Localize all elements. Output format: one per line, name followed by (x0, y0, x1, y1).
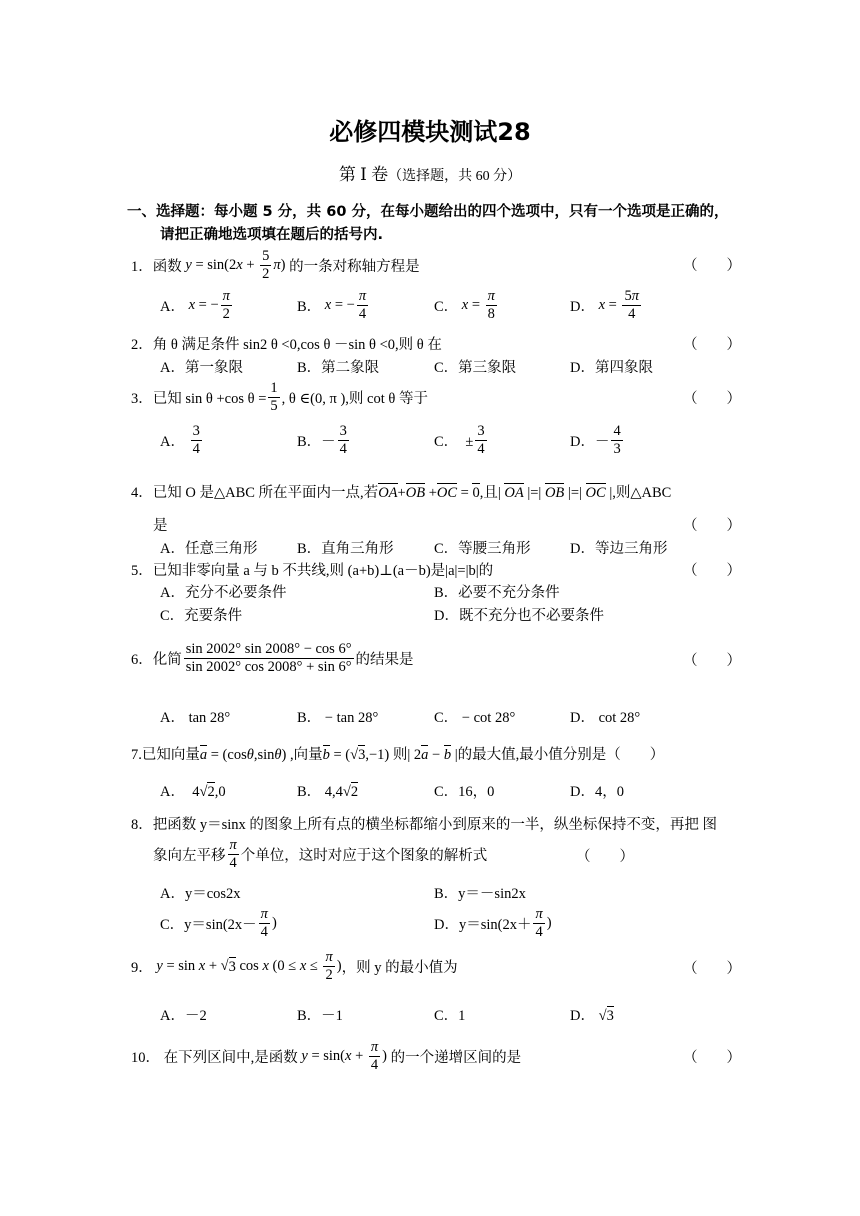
q9-option-c: C．1 (434, 1008, 466, 1024)
page-title: 必修四模块测试28 (329, 118, 531, 146)
question-4-stem-line2: 是 (153, 518, 168, 534)
answer-paren-3[interactable]: （ ） (683, 391, 741, 407)
q5-option-a: A．充分不必要条件 (160, 585, 287, 601)
question-5-stem: 5．已知非零向量 a 与 b 不共线,则 (a+b)⊥(a－b)是|a|=|b|的 (131, 563, 494, 579)
q5-option-d: D．既不充分也不必要条件 (434, 608, 604, 624)
q3-option-d: D．－ $\frac{4}{3}$ (570, 423, 621, 457)
q7-option-c: C．16，0 (434, 784, 495, 800)
answer-paren-8[interactable]: （ ） (576, 849, 634, 865)
answer-paren-10[interactable]: （ ） (683, 1050, 741, 1066)
q2-option-b: B．第二象限 (297, 360, 380, 376)
q6-option-c: C． − cot 28° (434, 710, 516, 726)
section-heading-line2: 请把正确地选项填在题后的括号内. (160, 227, 384, 243)
q4-option-d: D．等边三角形 (570, 541, 668, 557)
answer-paren-5[interactable]: （ ） (683, 563, 741, 579)
question-7-stem: 7.已知向量a = (cosθ,sinθ) ,向量b = (√3,−1) 则| 2a − b |的最大值,最小值分别是（ ） (131, 747, 665, 763)
q7-option-d: D．4，0 (570, 784, 624, 800)
question-8-stem-line2: 象向左平移 $\frac{\pi}{4}$ 个单位，这时对应于这个图象的解析式 (153, 836, 488, 871)
q5-option-c: C．充要条件 (160, 608, 243, 624)
question-10-stem: 10． 在下列区间中,是函数 y = sin( x + $\frac{\pi}{4}$ ) 的一个递增区间的是 (131, 1038, 522, 1073)
question-4-stem: 4．已知 O 是△ABC 所在平面内一点,若OA+OB +OC = 0,且| OA |=| OB |=| OC |,则△ABC (131, 485, 672, 501)
answer-paren-9[interactable]: （ ） (683, 961, 741, 977)
q8-option-a: A．y＝cos2x (160, 886, 241, 902)
q1-option-d: D． x = $\frac{5\pi}{4}$ (570, 288, 639, 322)
q2-option-a: A．第一象限 (160, 360, 243, 376)
q9-option-d: D． √3 (570, 1008, 614, 1024)
section-heading: 一、选择题：每小题 5 分，共 60 分，在每小题给出的四个选项中，只有一个选项是正确的， (127, 204, 729, 220)
q2-option-c: C．第三象限 (434, 360, 517, 376)
question-9-stem: 9． y = sin x + √ 3 cos x (0 ≤ x ≤ $\frac{\pi}{2}$ ) ，则 y 的最小值为 (131, 948, 458, 983)
question-2-stem: 2．角 θ 满足条件 sin2 θ <0,cos θ －sin θ <0,则 θ 在 (131, 337, 442, 353)
q9-option-a: A．－2 (160, 1008, 207, 1024)
part-label: 第 Ⅰ 卷 (338, 165, 389, 184)
q6-option-d: D． cot 28° (570, 710, 641, 726)
q3-option-c: C． ± $\frac{3}{4}$ (434, 423, 485, 457)
answer-paren-6[interactable]: （ ） (683, 653, 741, 669)
q5-option-b: B．必要不充分条件 (434, 585, 560, 601)
q1-option-a: A． x = − $\frac{\pi}{2}$ (160, 288, 230, 322)
part-note: （选择题，共 60 分） (388, 169, 522, 184)
q3-option-a: A． $\frac{3}{4}$ (160, 423, 200, 457)
q1-option-b: B． x = − $\frac{\pi}{4}$ (297, 288, 367, 322)
answer-paren-1[interactable]: （ ） (683, 258, 741, 274)
q7-option-a: A． 4√2,0 (160, 784, 226, 800)
q4-option-a: A．任意三角形 (160, 541, 258, 557)
question-1-stem: 1． 函数 y = sin(2 x + $\frac{5}{2}$ π ) 的一条对称轴方程是 (131, 247, 420, 282)
q9-option-b: B．－1 (297, 1008, 343, 1024)
q6-option-a: A． tan 28° (160, 710, 231, 726)
question-8-stem: 8．把函数 y＝sinx 的图象上所有点的横坐标都缩小到原来的一半，纵坐标保持不变，再把 图 (131, 817, 718, 833)
q2-option-d: D．第四象限 (570, 360, 653, 376)
q3-option-b: B．－ $\frac{3}{4}$ (297, 423, 347, 457)
q8-option-b: B．y＝－sin2x (434, 886, 526, 902)
q6-option-b: B． − tan 28° (297, 710, 379, 726)
q7-option-b: B． 4,4√2 (297, 784, 359, 800)
q4-option-c: C．等腰三角形 (434, 541, 531, 557)
page-subtitle (0, 160, 860, 185)
answer-paren-2[interactable]: （ ） (683, 337, 741, 353)
answer-paren-4[interactable]: （ ） (683, 518, 741, 534)
question-6-stem: 6．化简 $\frac{\sin 2002^\circ \sin 2008^\circ - \cos 6^\circ}{\sin 2002^\circ \cos 2008^\circ + \sin 6^\circ}$ 的结果是 (131, 640, 414, 675)
q1-option-c: C． x = $\frac{\pi}{8}$ (434, 288, 495, 322)
q8-option-c: C．y＝sin(2x－ $\frac{\pi}{4}$ ) (160, 905, 277, 940)
q4-option-b: B．直角三角形 (297, 541, 394, 557)
question-3-stem: 3．已知 sin θ +cos θ = $\frac{1}{5}$ , θ ∈(0, π ),则 cot θ 等于 (131, 379, 428, 414)
q8-option-d: D．y＝sin(2x＋ $\frac{\pi}{4}$ ) (434, 905, 552, 940)
